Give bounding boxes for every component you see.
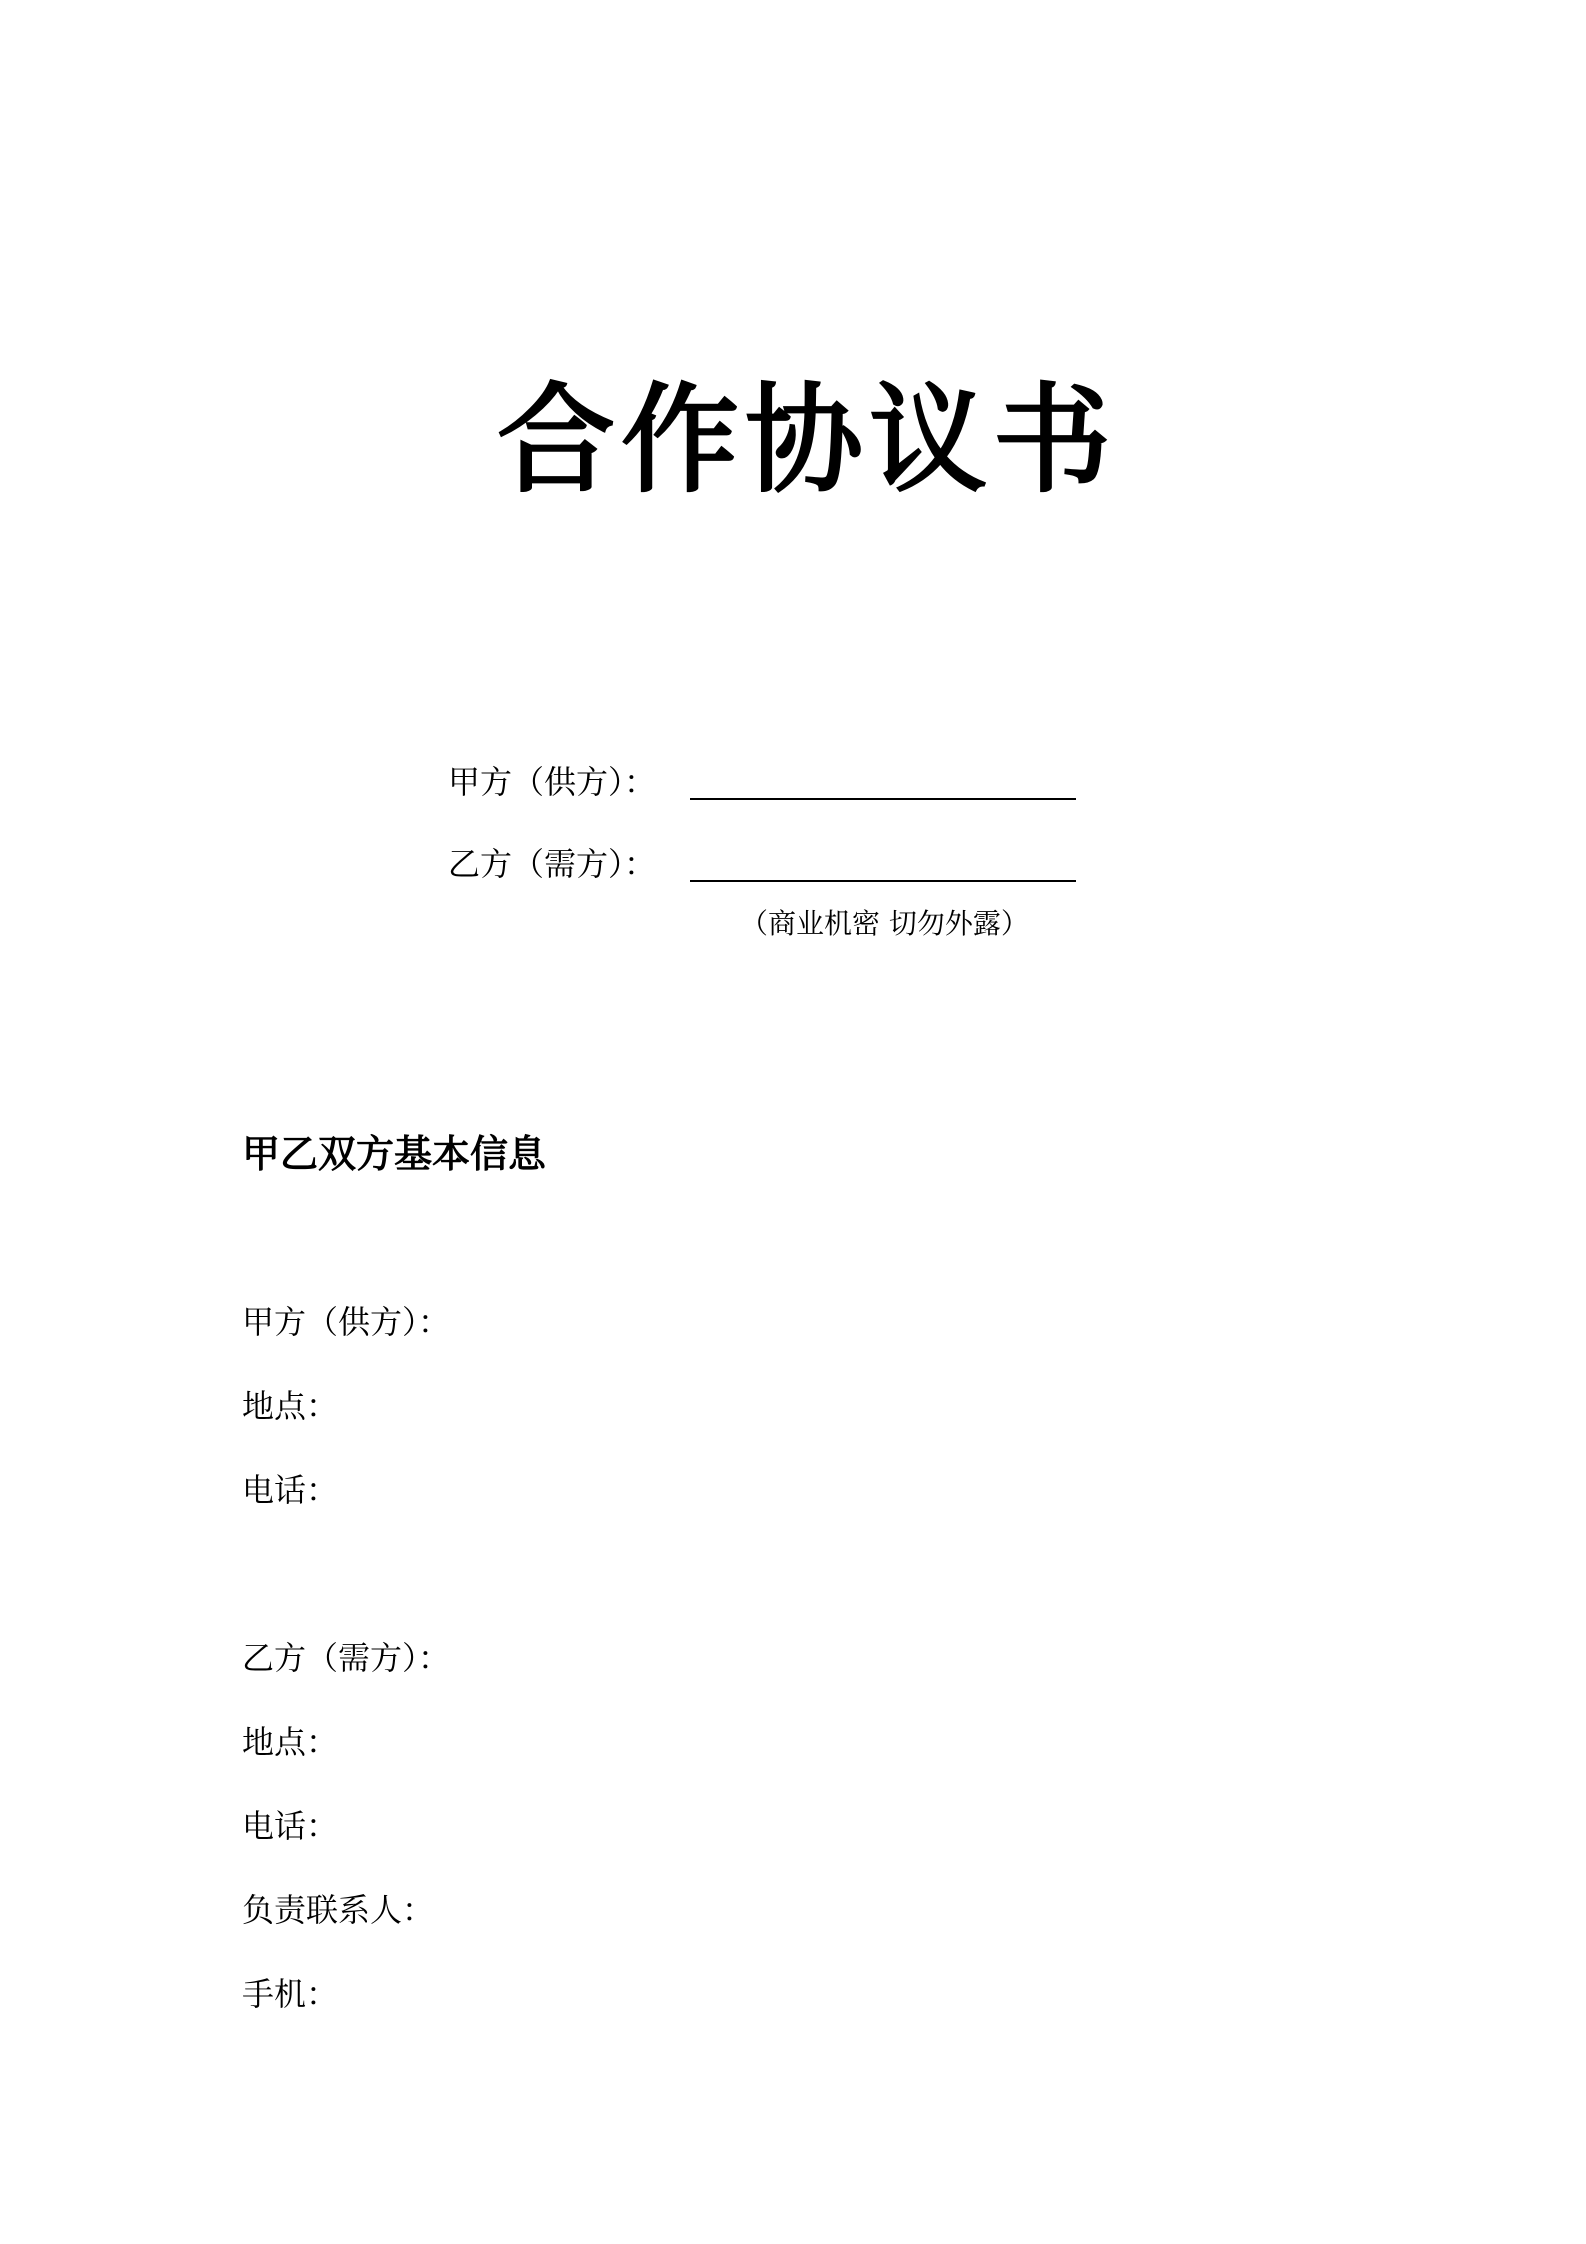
cover-party-b-label: 乙方（需方）： [448,845,657,883]
cover-party-a-blank[interactable] [690,764,1076,800]
cover-party-b-line [448,834,1076,884]
party-b-location-label: 地点： [242,1723,339,1761]
party-a-label: 甲方（供方）： [242,1303,451,1341]
party-b-mobile-label: 手机： [242,1975,339,2013]
party-a-phone-label: 电话： [242,1471,339,1509]
document-title: 合作协议书 [496,371,1117,509]
cover-party-a-label: 甲方（供方）： [448,763,657,801]
basic-info-heading: 甲乙双方基本信息 [242,1132,547,1176]
party-a-location-label: 地点： [242,1387,339,1425]
cover-party-a-line [448,752,1076,802]
cover-party-b-blank[interactable] [690,846,1076,882]
party-b-label: 乙方（需方）： [242,1639,451,1677]
confidential-note: （商业机密 切勿外露） [740,907,1029,940]
party-b-contact-label: 负责联系人： [242,1891,435,1929]
party-b-phone-label: 电话： [242,1807,339,1845]
